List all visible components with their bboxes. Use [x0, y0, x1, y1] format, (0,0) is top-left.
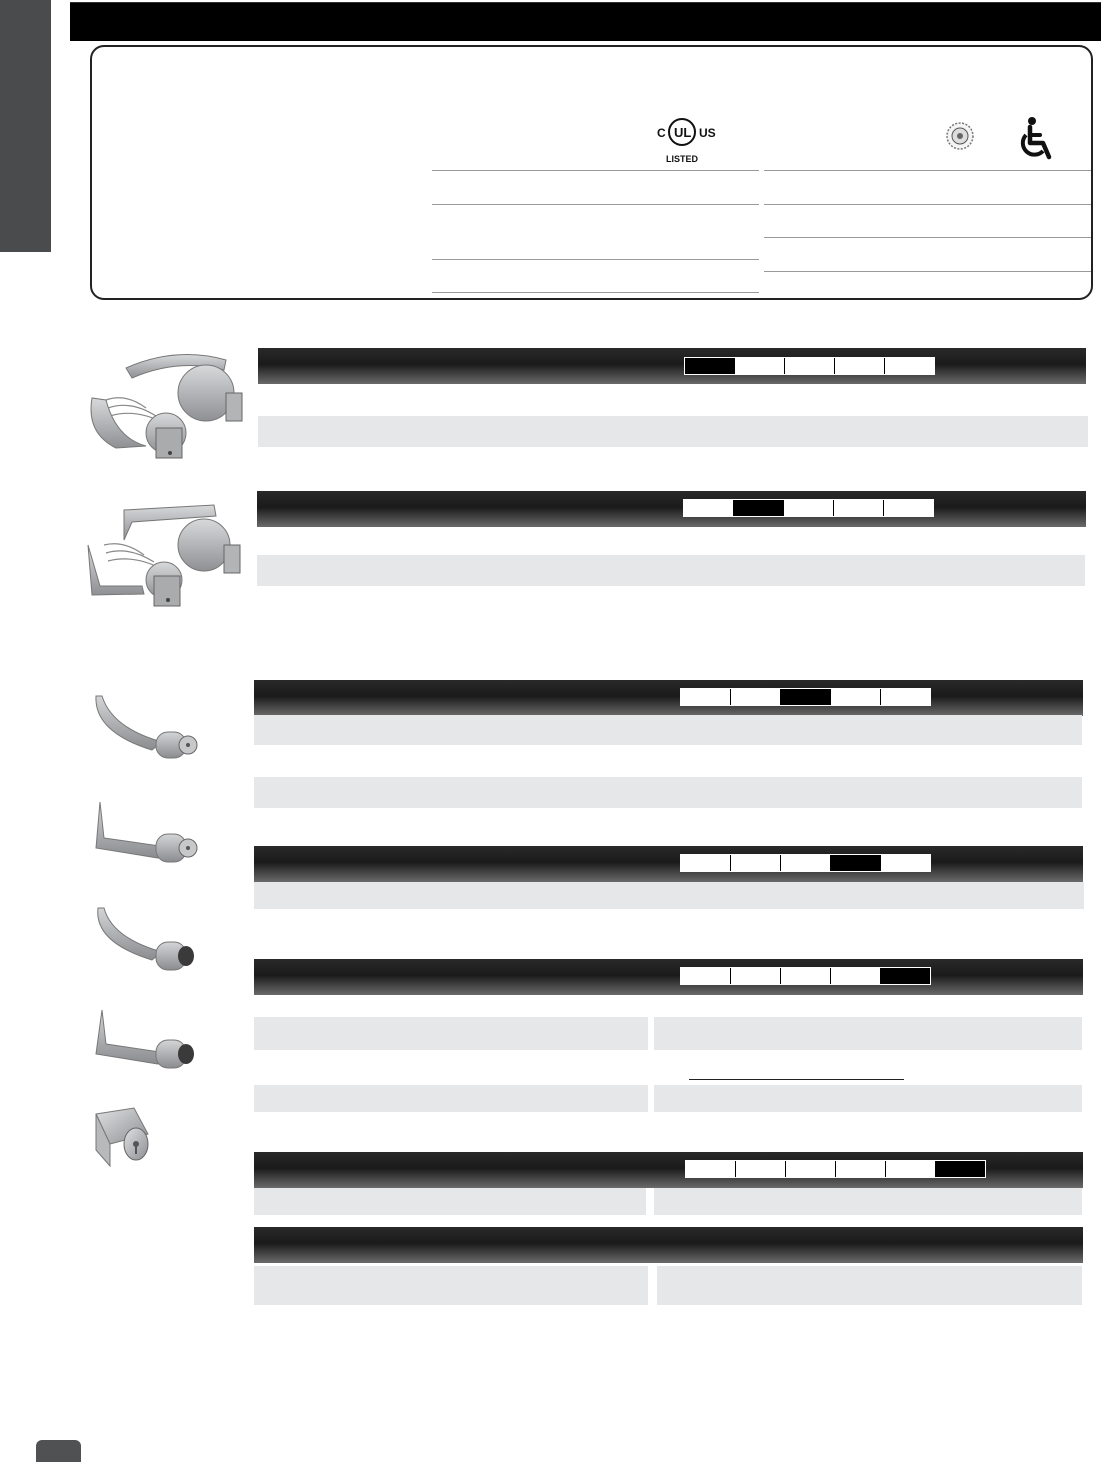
indicator-segment	[880, 855, 930, 871]
wheelchair-accessible-icon	[1015, 116, 1059, 162]
ul-mark: UL	[674, 125, 692, 140]
section-header-4	[254, 846, 1083, 882]
straight-lever-core-image	[92, 1008, 202, 1080]
section-header-5	[254, 959, 1083, 995]
indicator-segment	[730, 855, 780, 871]
indicator-segment	[830, 689, 880, 705]
indicator-segment	[830, 855, 880, 871]
underline-rule	[689, 1079, 904, 1080]
indicator-segment	[835, 1161, 885, 1177]
straight-lever-lockset-image	[84, 500, 250, 612]
spec-row-right	[654, 1188, 1082, 1215]
section-header-7	[254, 1227, 1083, 1263]
indicator-segment	[783, 500, 833, 516]
indicator-segment	[681, 855, 730, 871]
indicator-segment	[885, 1161, 935, 1177]
indicator-segment	[681, 968, 730, 984]
info-rule	[432, 259, 759, 260]
section-indicator-5	[680, 967, 931, 985]
page-title-bar	[70, 2, 1101, 41]
spec-row	[258, 416, 1088, 447]
indicator-segment	[684, 500, 733, 516]
spec-row-right	[654, 1017, 1082, 1050]
curved-lever-lockset-image	[86, 338, 252, 466]
straight-lever-keyed-image	[92, 800, 202, 872]
ul-c-label: C	[657, 126, 666, 140]
side-tab	[0, 0, 51, 252]
section-header-3	[254, 680, 1083, 716]
certification-seal-icon	[944, 116, 976, 156]
indicator-segment	[780, 689, 830, 705]
section-indicator-3	[680, 688, 931, 706]
indicator-segment	[883, 500, 933, 516]
spec-row-left	[254, 1266, 648, 1305]
ul-listed-logo	[655, 116, 719, 168]
indicator-segment	[884, 358, 934, 374]
ul-listed-label: LISTED	[666, 154, 699, 164]
curved-lever-keyed-image	[92, 692, 202, 764]
key-cylinder-image	[90, 1104, 154, 1170]
section-indicator-4	[680, 854, 931, 872]
spec-row	[254, 777, 1082, 808]
info-rule	[432, 170, 759, 171]
spec-row-right	[654, 1085, 1082, 1112]
certification-box	[90, 45, 1093, 300]
info-rule	[432, 292, 759, 293]
curved-lever-core-image	[92, 904, 202, 976]
indicator-segment	[833, 500, 883, 516]
spec-row	[254, 715, 1082, 745]
page-number-tab	[36, 1440, 81, 1462]
indicator-segment	[733, 500, 783, 516]
spec-row-right	[657, 1266, 1082, 1305]
spec-row-left	[254, 1017, 648, 1050]
ul-us-label: US	[699, 126, 716, 140]
indicator-segment	[880, 689, 930, 705]
info-rule	[764, 204, 1091, 205]
indicator-segment	[784, 358, 834, 374]
indicator-segment	[734, 358, 784, 374]
spec-row	[254, 882, 1084, 909]
indicator-segment	[780, 855, 830, 871]
indicator-segment	[780, 968, 830, 984]
indicator-segment	[880, 968, 930, 984]
info-rule	[432, 204, 759, 205]
section-indicator-6	[685, 1160, 986, 1178]
indicator-segment	[730, 689, 780, 705]
section-header-2	[257, 491, 1086, 527]
spec-row-left	[254, 1085, 648, 1112]
info-rule	[764, 271, 1091, 272]
indicator-segment	[735, 1161, 785, 1177]
indicator-segment	[785, 1161, 835, 1177]
indicator-segment	[681, 689, 730, 705]
info-rule	[764, 237, 1091, 238]
indicator-segment	[686, 1161, 735, 1177]
spec-row	[257, 555, 1085, 586]
spec-row-left	[254, 1188, 646, 1215]
indicator-segment	[834, 358, 884, 374]
indicator-segment	[935, 1161, 985, 1177]
info-rule	[764, 170, 1091, 171]
indicator-segment	[685, 358, 734, 374]
section-indicator-2	[683, 499, 934, 517]
indicator-segment	[830, 968, 880, 984]
section-header-1	[258, 348, 1086, 384]
section-indicator-1	[684, 357, 935, 375]
indicator-segment	[730, 968, 780, 984]
